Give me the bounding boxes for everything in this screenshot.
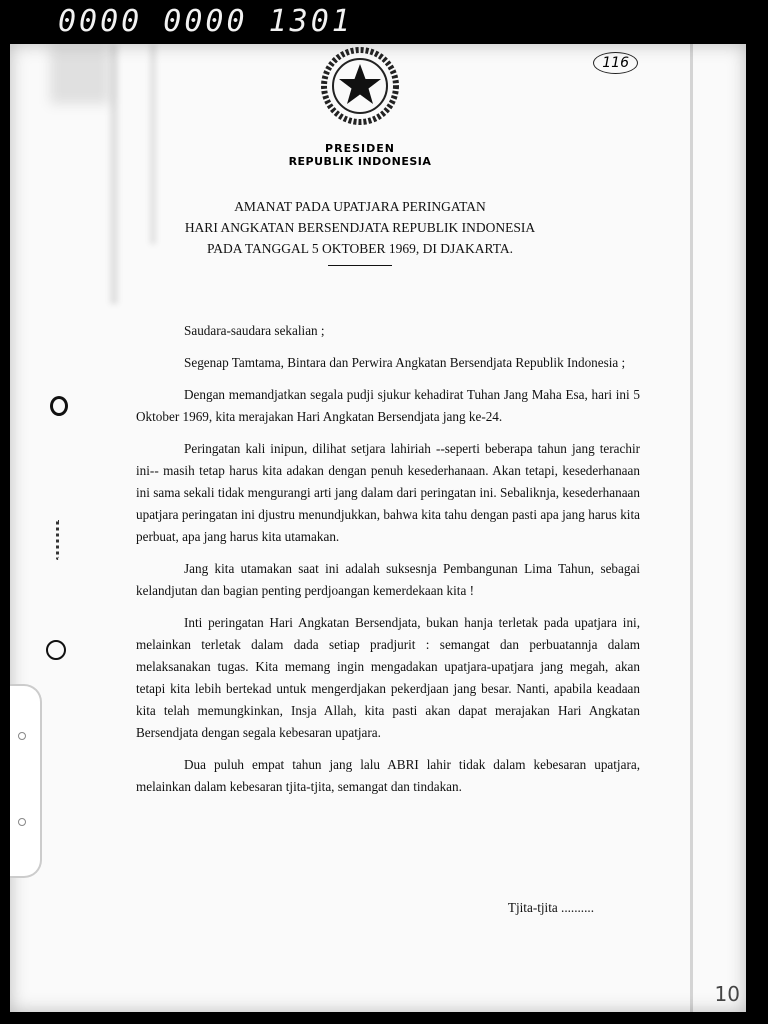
salutation-line-1: Saudara-saudara sekalian ; — [184, 323, 325, 338]
title-divider — [328, 265, 392, 266]
paragraph-1: Dengan memandjatkan segala pudji sjukur kehadirat Tuhan Jang Maha Esa, hari ini 5 Oktober 1969, kita merajakan Hari Angkatan Bersendjata jang ke-24. — [136, 387, 640, 424]
title-line-1: AMANAT PADA UPATJARA PERINGATAN — [234, 199, 486, 214]
closing-continuation: Tjita-tjita .......... — [507, 900, 594, 915]
punch-hole-1 — [50, 396, 68, 416]
clip-rivet-1 — [18, 732, 26, 740]
letterhead-line2: REPUBLIK INDONESIA — [288, 155, 432, 168]
paragraph-3: Jang kita utamakan saat ini adalah suksesnja Pembangunan Lima Tahun, sebagai kelandjutan dan bagian penting perdjoangan kemerdekaan kita ! — [136, 561, 640, 598]
title-line-2: HARI ANGKATAN BERSENDJATA REPUBLIK INDONESIA — [184, 220, 536, 235]
document-title — [10, 196, 710, 266]
letterhead-line1: PRESIDEN — [325, 142, 395, 155]
title-line-3: PADA TANGGAL 5 OKTOBER 1969, DI DJAKARTA. — [206, 241, 514, 256]
corner-mark: 10 — [714, 982, 740, 1006]
paragraph-5: Dua puluh empat tahun jang lalu ABRI lahir tidak dalam kebesaran upatjara, melainkan dalam kebesaran tjita-tjita, semangat dan tindakan. — [136, 757, 640, 794]
speech-body — [136, 320, 640, 808]
page-number: 116 — [593, 52, 638, 74]
binder-clip — [10, 684, 42, 878]
punch-hole-2 — [46, 640, 66, 660]
clip-rivet-2 — [18, 818, 26, 826]
film-frame-number: 0000 0000 1301 — [58, 4, 353, 39]
paragraph-2: Peringatan kali inipun, dilihat setjara lahiriah --seperti beberapa tahun jang terachir ini-- masih tetap harus kita adakan dengan penuh kesederhanaan. Akan tetapi, kesederhanaan ini sama sekali tidak mengurangi arti jang dalam dari peringatan ini. Sebaliknja, kesederhanaan upatjara peringatan ini djustru menundjukkan, bahwa kita tahu dengan pasti apa jang harus kita perbuat, apa jang harus kita utamakan. — [136, 441, 640, 544]
garuda-star-wreath-icon — [320, 46, 400, 126]
letterhead — [10, 142, 710, 168]
document-page — [10, 44, 746, 1012]
punch-mark — [56, 520, 63, 560]
paragraph-4: Inti peringatan Hari Angkatan Bersendjata, bukan hanja terletak pada upatjara ini, melainkan terletak dalam dada setiap pradjurit : semangat dan perbuatannja dalam melaksanakan tugas. Kita memang ingin mengadakan upatjara-upatjara jang megah, akan tetapi kita lebih bertekad untuk mengerdjakan pekerdjaan jang besar. Nanti, apabila keadaan kita telah memungkinkan, Insja Allah, kita pasti akan dapat merajakan Hari Angkatan Bersendjata dengan segala kebesaran upatjara. — [136, 615, 640, 740]
salutation-line-2: Segenap Tamtama, Bintara dan Perwira Angkatan Bersendjata Republik Indonesia ; — [184, 355, 626, 370]
